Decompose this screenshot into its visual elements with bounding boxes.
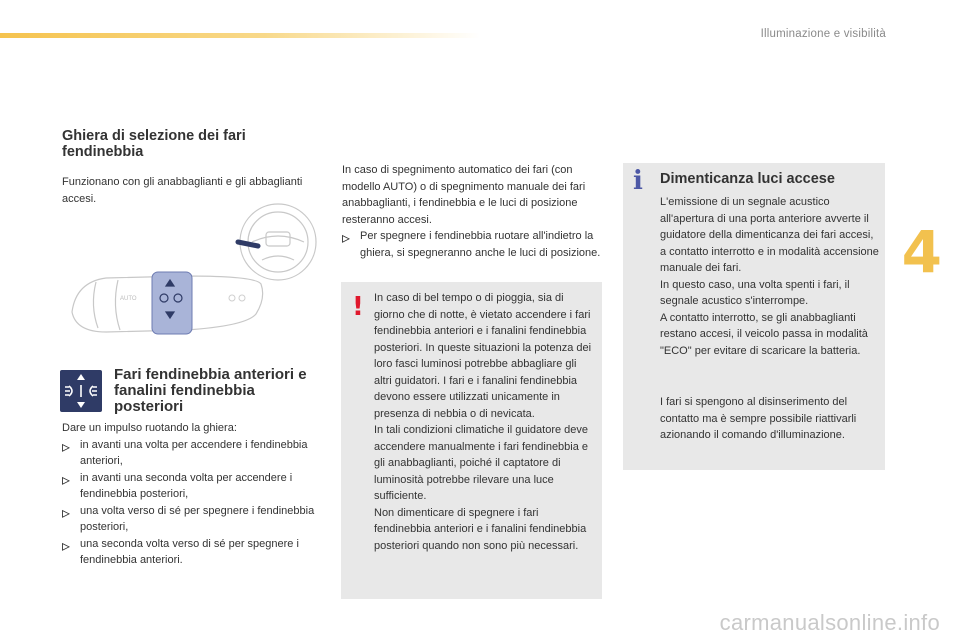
section-title: Illuminazione e visibilità bbox=[760, 28, 886, 40]
chapter-number: 4 bbox=[901, 218, 942, 286]
info-title: Dimenticanza luci accese bbox=[660, 171, 835, 187]
watermark: carmanualsonline.info bbox=[719, 610, 940, 635]
list-item: ▹ una seconda volta verso di sé per spegnere i fendinebbia anteriori. bbox=[62, 536, 318, 569]
warning-icon: ! bbox=[352, 292, 364, 322]
list-item: ▹ in avanti una seconda volta per accendere i fendinebbia posteriori, bbox=[62, 470, 318, 503]
bullet-icon: ▹ bbox=[62, 537, 71, 555]
header-accent-bar bbox=[0, 33, 480, 38]
warning-text: In caso di bel tempo o di pioggia, sia di giorno che di notte, è vietato accendere i fari fendinebbia anteriori e i fanalini fendinebbia posteriori. In queste situazioni la potenza dei loro fasci luminosi potrebbe abbagliare gli altri guidatori. I fari e i fanalini fendinebbia devono essere utilizzati unicamente in presenza di nebbia o di nevicata. In tali condizioni climatiche il guidatore deve accendere manualmente i fari fendinebbia e gli anabbaglianti, poiché il captatore di luminosità potrebbe rilevare una luce sufficiente. Non dimenticare di spegnere i fari fendinebbia anteriori e i fanalini fendinebbia posteriori quando non sono più necessari. bbox=[374, 292, 592, 552]
ghiera-intro: Funzionano con gli anabbaglianti e gli abbaglianti accesi. bbox=[62, 176, 303, 205]
bullet-icon: ▹ bbox=[62, 471, 71, 489]
list-item: ▹ in avanti una volta per accendere i fendinebbia anteriori, bbox=[62, 437, 318, 470]
ghiera-section bbox=[62, 128, 322, 207]
steering-wheel-sketch bbox=[240, 204, 316, 280]
stalk-end-marks bbox=[229, 295, 245, 301]
fari-intro: Dare un impulso ruotando la ghiera: bbox=[62, 422, 237, 434]
info-text-primary: L'emissione di un segnale acustico all'apertura di una porta anteriore avverte il guidatore della dimenticanza dei fari accesi, a contatto interrotto e in modalità accensione manuale dei fari. In questo caso, una volta spenti i fari, il segnale acustico s'interrompe. A contatto interrotto, se gli anabbaglianti restano accesi, il veicolo passa in modalità "ECO" per evitare di scaricare la batteria. bbox=[660, 196, 879, 357]
fog-ring-highlight bbox=[152, 272, 192, 334]
bullet-icon: ▹ bbox=[62, 438, 71, 456]
bullet-icon: ▹ bbox=[342, 230, 351, 247]
bullet-icon: ▹ bbox=[62, 504, 71, 522]
list-item: ▹ Per spegnere i fendinebbia ruotare all'indietro la ghiera, si spegneranno anche le luci di posizione. bbox=[342, 228, 604, 261]
fari-title: Fari fendinebbia anteriori e fanalini fendinebbia posteriori bbox=[114, 366, 307, 415]
info-icon: i bbox=[633, 166, 643, 196]
fari-instructions bbox=[62, 420, 318, 569]
spegnimento-text: In caso di spegnimento automatico dei fari (con modello AUTO) o di spegnimento manuale dei fari anabbaglianti, i fendinebbia e le luci di posizione resteranno accesi. bbox=[342, 164, 586, 226]
fog-lamp-icon bbox=[60, 370, 102, 412]
stalk-auto-label: AUTO bbox=[120, 296, 137, 302]
ghiera-title: Ghiera di selezione dei fari fendinebbia bbox=[62, 128, 246, 160]
spegnimento-section bbox=[342, 162, 604, 261]
info-text-secondary: I fari si spengono al disinserimento del contatto ma è sempre possibile riattivarli azionando il comando d'illuminazione. bbox=[660, 396, 857, 441]
stalk-highlight-small bbox=[238, 242, 258, 246]
stalk-illustration bbox=[66, 202, 324, 352]
list-item: ▹ una volta verso di sé per spegnere i fendinebbia posteriori, bbox=[62, 503, 318, 536]
